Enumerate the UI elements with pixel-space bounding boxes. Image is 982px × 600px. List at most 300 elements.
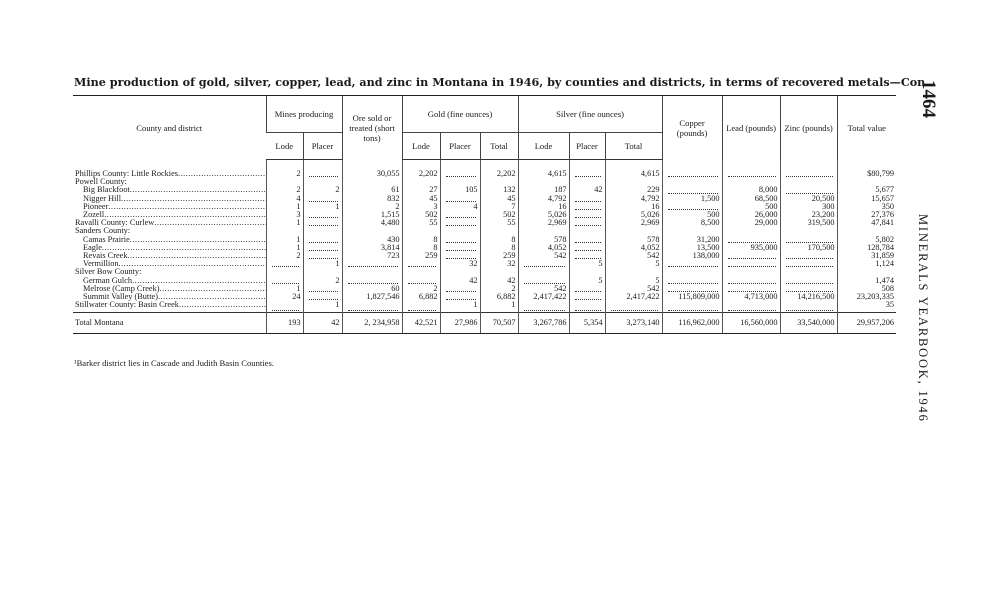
gold-lode-cell	[402, 227, 440, 235]
zinc-cell	[780, 260, 837, 268]
silver-lode-cell	[518, 301, 569, 313]
total-value-cell: 128,784	[837, 244, 896, 252]
ore-cell	[342, 260, 402, 268]
ore-cell	[342, 277, 402, 285]
copper-cell	[662, 260, 722, 268]
zinc-cell: 14,216,500	[780, 293, 837, 301]
mines-lode-cell	[266, 268, 303, 276]
leader-dots	[132, 277, 266, 285]
table-header	[73, 96, 896, 160]
row-label-text: Ravalli County: Curlew	[75, 219, 155, 228]
zinc-cell	[780, 227, 837, 235]
production-table	[73, 95, 896, 334]
silver-lode-cell	[518, 178, 569, 186]
mines-lode-cell: 1	[266, 203, 303, 211]
mines-lode-cell	[266, 178, 303, 186]
total-value-cell: 1,474	[837, 277, 896, 285]
zinc-cell	[780, 277, 837, 285]
leader-dots	[108, 203, 266, 211]
gold-total-cell	[480, 178, 518, 186]
mines-lode-cell: 24	[266, 293, 303, 301]
mines-lode-cell	[266, 277, 303, 285]
zinc-cell: 170,500	[780, 244, 837, 252]
row-label-text: Powell County:	[75, 178, 127, 187]
gold-lode-cell: 8	[402, 236, 440, 244]
silver-placer-cell	[569, 203, 605, 211]
silver-lode-cell: 4,792	[518, 195, 569, 203]
row-label-text: Phillips County: Little Rockies	[75, 170, 179, 178]
silver-placer-cell: 42	[569, 186, 605, 194]
mines-placer-header: Placer	[303, 133, 342, 160]
mines-placer-cell: 2	[303, 186, 342, 194]
mines-lode-cell: 1	[266, 236, 303, 244]
silver-placer-cell: 5	[569, 277, 605, 285]
total-value-header: Total value	[837, 96, 896, 160]
row-label	[73, 252, 266, 260]
row-label	[73, 260, 266, 268]
ore-cell: 832	[342, 195, 402, 203]
lead-cell	[722, 260, 780, 268]
gold-lode-cell	[402, 277, 440, 285]
silver-lode-cell	[518, 268, 569, 276]
lead-cell	[722, 227, 780, 235]
mines-lode-header: Lode	[266, 133, 303, 160]
lead-cell: 68,500	[722, 195, 780, 203]
mines-lode-cell	[266, 260, 303, 268]
row-label-text: Stillwater County: Basin Creek	[75, 301, 179, 310]
silver-total-cell: 4,052	[605, 244, 662, 252]
mines-placer-cell: 42	[303, 313, 342, 334]
gold-total-cell: 8	[480, 244, 518, 252]
zinc-cell: 319,500	[780, 219, 837, 227]
gold-total-cell: 2	[480, 285, 518, 293]
silver-placer-cell	[569, 170, 605, 178]
lead-cell: 935,000	[722, 244, 780, 252]
lead-cell: 8,000	[722, 186, 780, 194]
total-value-cell: 35	[837, 301, 896, 313]
mines-lode-cell	[266, 301, 303, 313]
gold-placer-cell	[440, 219, 480, 227]
table-row	[73, 195, 896, 203]
row-label	[73, 268, 266, 276]
total-value-cell	[837, 227, 896, 235]
total-value-cell: 23,203,335	[837, 293, 896, 301]
row-label	[73, 203, 266, 211]
lead-cell	[722, 170, 780, 178]
gold-total-cell: 45	[480, 195, 518, 203]
copper-cell: 8,500	[662, 219, 722, 227]
ore-cell: 2, 234,958	[342, 313, 402, 334]
copper-cell	[662, 277, 722, 285]
zinc-cell	[780, 285, 837, 293]
silver-placer-cell	[569, 178, 605, 186]
lead-header: Lead (pounds)	[722, 96, 780, 160]
silver-lode-cell: 4,052	[518, 244, 569, 252]
leader-dots	[119, 260, 267, 268]
mines-placer-cell	[303, 195, 342, 203]
mines-placer-cell	[303, 219, 342, 227]
gold-placer-cell: 42	[440, 277, 480, 285]
total-value-cell: 29,957,206	[837, 313, 896, 334]
row-label	[73, 219, 266, 227]
ore-cell: 3,814	[342, 244, 402, 252]
silver-lode-cell	[518, 260, 569, 268]
total-value-cell: $80,799	[837, 170, 896, 178]
gold-lode-cell: 259	[402, 252, 440, 260]
silver-lode-cell	[518, 227, 569, 235]
copper-cell	[662, 203, 722, 211]
gold-total-cell: 7	[480, 203, 518, 211]
total-value-cell: 1,124	[837, 260, 896, 268]
row-label	[73, 186, 266, 194]
copper-cell	[662, 186, 722, 194]
copper-cell: 138,000	[662, 252, 722, 260]
row-label	[73, 170, 266, 178]
leader-dots	[127, 252, 266, 260]
mines-placer-cell	[303, 178, 342, 186]
copper-cell: 13,500	[662, 244, 722, 252]
silver-placer-cell: 5	[569, 260, 605, 268]
row-label	[73, 301, 266, 313]
silver-total-cell: 578	[605, 236, 662, 244]
mines-lode-cell: 2	[266, 170, 303, 178]
zinc-cell: 20,500	[780, 195, 837, 203]
mines-producing-header: Mines producing	[266, 96, 342, 133]
leader-dots	[154, 219, 266, 227]
zinc-cell: 33,540,000	[780, 313, 837, 334]
total-value-cell: 350	[837, 203, 896, 211]
row-label-text: Nigger Hill	[83, 194, 122, 203]
lead-cell	[722, 178, 780, 186]
mines-placer-cell	[303, 244, 342, 252]
row-label	[73, 227, 266, 235]
copper-cell	[662, 268, 722, 276]
copper-cell: 1,500	[662, 195, 722, 203]
gold-placer-cell	[440, 252, 480, 260]
gold-placer-cell	[440, 285, 480, 293]
zinc-cell	[780, 236, 837, 244]
gold-total-cell: 259	[480, 252, 518, 260]
total-value-cell: 5,802	[837, 236, 896, 244]
silver-total-cell: 4,792	[605, 195, 662, 203]
zinc-cell	[780, 252, 837, 260]
row-label-text: Camas Prairie	[83, 235, 130, 244]
gold-lode-cell	[402, 301, 440, 313]
ore-cell: 60	[342, 285, 402, 293]
ore-cell: 61	[342, 186, 402, 194]
lead-cell: 4,713,000	[722, 293, 780, 301]
gold-lode-cell: 45	[402, 195, 440, 203]
lead-cell	[722, 285, 780, 293]
table-row	[73, 285, 896, 293]
row-label	[73, 236, 266, 244]
gold-total-cell: 8	[480, 236, 518, 244]
gold-lode-cell: 6,882	[402, 293, 440, 301]
gold-total-cell: 2,202	[480, 170, 518, 178]
row-label-text: Summit Valley (Butte)	[83, 293, 158, 302]
silver-total-cell: 542	[605, 285, 662, 293]
mines-placer-cell	[303, 227, 342, 235]
row-label	[73, 211, 266, 219]
silver-total-cell: 2,969	[605, 219, 662, 227]
table-row	[73, 178, 896, 186]
table-row	[73, 244, 896, 252]
silver-total-cell: 5,026	[605, 211, 662, 219]
lead-cell: 29,000	[722, 219, 780, 227]
gold-placer-cell	[440, 244, 480, 252]
silver-lode-cell: 578	[518, 236, 569, 244]
leader-dots	[102, 244, 266, 252]
mines-lode-cell: 4	[266, 195, 303, 203]
zinc-cell	[780, 170, 837, 178]
lead-cell	[722, 301, 780, 313]
gold-lode-cell: 8	[402, 244, 440, 252]
mines-lode-cell: 1	[266, 244, 303, 252]
silver-placer-cell	[569, 285, 605, 293]
mines-lode-cell: 3	[266, 211, 303, 219]
silver-total-cell	[605, 268, 662, 276]
total-value-cell: 15,657	[837, 195, 896, 203]
silver-total-cell: 16	[605, 203, 662, 211]
ore-cell: 430	[342, 236, 402, 244]
gold-lode-cell	[402, 178, 440, 186]
table-row	[73, 277, 896, 285]
ore-cell	[342, 268, 402, 276]
silver-lode-cell: 5,026	[518, 211, 569, 219]
table-row	[73, 186, 896, 194]
copper-cell	[662, 227, 722, 235]
row-label	[73, 293, 266, 301]
total-value-cell: 5,677	[837, 186, 896, 194]
silver-placer-cell	[569, 244, 605, 252]
row-label-text: Total Montana	[75, 318, 124, 328]
gold-placer-cell	[440, 268, 480, 276]
silver-placer-cell	[569, 301, 605, 313]
row-label-text: Silver Bow County:	[75, 268, 142, 277]
silver-lode-cell: 187	[518, 186, 569, 194]
ore-cell: 1,827,546	[342, 293, 402, 301]
mines-placer-cell: 2	[303, 277, 342, 285]
silver-lode-cell: 4,615	[518, 170, 569, 178]
table-row	[73, 219, 896, 227]
ore-cell: 4,480	[342, 219, 402, 227]
gold-total-cell: 70,507	[480, 313, 518, 334]
copper-cell	[662, 178, 722, 186]
mines-lode-cell: 2	[266, 186, 303, 194]
gold-lode-cell	[402, 260, 440, 268]
mines-placer-cell	[303, 236, 342, 244]
table-row	[73, 236, 896, 244]
mines-placer-cell	[303, 285, 342, 293]
copper-cell	[662, 301, 722, 313]
zinc-cell	[780, 268, 837, 276]
ore-cell: 1,515	[342, 211, 402, 219]
zinc-cell	[780, 301, 837, 313]
mines-lode-cell: 1	[266, 285, 303, 293]
gold-lode-cell: 3	[402, 203, 440, 211]
row-label-text: Vermillion	[83, 260, 119, 269]
total-value-cell: 47,841	[837, 219, 896, 227]
gold-placer-cell: 105	[440, 186, 480, 194]
ore-header: Ore sold or treated (short tons)	[342, 96, 402, 160]
silver-total-cell: 2,417,422	[605, 293, 662, 301]
silver-placer-cell	[569, 195, 605, 203]
gold-placer-cell	[440, 236, 480, 244]
lead-cell	[722, 268, 780, 276]
silver-lode-cell: 542	[518, 252, 569, 260]
gold-lode-cell: 42,521	[402, 313, 440, 334]
mines-placer-cell: 1	[303, 260, 342, 268]
zinc-cell	[780, 186, 837, 194]
silver-total-cell	[605, 178, 662, 186]
silver-total-cell	[605, 227, 662, 235]
row-label-text: Eagle	[83, 243, 102, 252]
ore-cell	[342, 227, 402, 235]
gold-total-cell: 1	[480, 301, 518, 313]
gold-lode-cell: 2	[402, 285, 440, 293]
silver-placer-cell	[569, 211, 605, 219]
mines-placer-cell: 1	[303, 203, 342, 211]
leader-dots	[179, 301, 266, 309]
mines-placer-cell	[303, 268, 342, 276]
gold-header: Gold (fine ounces)	[402, 96, 518, 133]
gold-lode-cell: 27	[402, 186, 440, 194]
running-head: MINERALS YEARBOOK, 1946	[916, 214, 930, 423]
lead-cell	[722, 252, 780, 260]
lead-cell: 26,000	[722, 211, 780, 219]
leader-dots	[104, 211, 266, 219]
row-label-text: Revais Creek	[83, 252, 128, 261]
ore-cell: 30,055	[342, 170, 402, 178]
lead-cell	[722, 277, 780, 285]
mines-placer-cell	[303, 293, 342, 301]
silver-total-cell: 542	[605, 252, 662, 260]
mines-placer-cell	[303, 211, 342, 219]
row-label-text: Melrose (Camp Creek)	[83, 284, 160, 293]
lead-cell	[722, 236, 780, 244]
total-value-cell: 31,859	[837, 252, 896, 260]
gold-placer-cell	[440, 293, 480, 301]
gold-lode-cell: 502	[402, 211, 440, 219]
silver-lode-cell	[518, 277, 569, 285]
row-label	[73, 244, 266, 252]
leader-dots	[160, 285, 267, 293]
silver-placer-cell	[569, 236, 605, 244]
table-row	[73, 260, 896, 268]
copper-cell: 115,809,000	[662, 293, 722, 301]
silver-total-cell: 229	[605, 186, 662, 194]
table-row	[73, 301, 896, 313]
row-label-text: Pioneer	[83, 202, 109, 211]
mines-lode-cell: 2	[266, 252, 303, 260]
silver-placer-cell	[569, 268, 605, 276]
row-label-text: Big Blackfoot	[83, 186, 130, 195]
gold-placer-cell	[440, 178, 480, 186]
row-label-text: Sanders County:	[75, 227, 131, 236]
gold-total-header: Total	[480, 133, 518, 160]
lead-cell: 16,560,000	[722, 313, 780, 334]
ore-cell	[342, 178, 402, 186]
silver-placer-cell	[569, 227, 605, 235]
gold-total-cell	[480, 268, 518, 276]
copper-cell: 116,962,000	[662, 313, 722, 334]
gold-placer-cell: 32	[440, 260, 480, 268]
silver-lode-cell: 3,267,786	[518, 313, 569, 334]
leader-dots	[130, 236, 266, 244]
lead-cell: 500	[722, 203, 780, 211]
silver-lode-cell: 542	[518, 285, 569, 293]
row-label	[73, 285, 266, 293]
row-label-text: German Gulch	[83, 276, 133, 285]
copper-cell: 500	[662, 211, 722, 219]
leader-dots	[130, 186, 266, 194]
ore-cell	[342, 301, 402, 313]
table-body	[73, 160, 896, 334]
total-value-cell: 27,376	[837, 211, 896, 219]
mines-placer-cell: 1	[303, 301, 342, 313]
gold-placer-cell	[440, 227, 480, 235]
leader-dots	[158, 293, 266, 301]
copper-cell: 31,200	[662, 236, 722, 244]
page-number: 1464	[918, 80, 939, 118]
silver-header: Silver (fine ounces)	[518, 96, 662, 133]
zinc-cell: 300	[780, 203, 837, 211]
silver-total-cell	[605, 301, 662, 313]
table-row	[73, 268, 896, 276]
mines-lode-cell: 1	[266, 219, 303, 227]
mines-placer-cell	[303, 252, 342, 260]
mines-lode-cell	[266, 227, 303, 235]
silver-total-cell: 4,615	[605, 170, 662, 178]
gold-placer-cell	[440, 211, 480, 219]
zinc-cell	[780, 178, 837, 186]
gold-total-cell	[480, 227, 518, 235]
ore-cell: 723	[342, 252, 402, 260]
table-row	[73, 227, 896, 235]
gold-lode-cell: 55	[402, 219, 440, 227]
silver-total-cell: 3,273,140	[605, 313, 662, 334]
gold-lode-cell: 2,202	[402, 170, 440, 178]
zinc-header: Zinc (pounds)	[780, 96, 837, 160]
row-label	[73, 313, 266, 334]
ore-cell: 2	[342, 203, 402, 211]
table-row	[73, 211, 896, 219]
row-label	[73, 195, 266, 203]
silver-placer-cell	[569, 252, 605, 260]
gold-total-cell: 42	[480, 277, 518, 285]
table-title: Mine production of gold, silver, copper, lead, and zinc in Montana in 1946, by counties and districts, in terms of recovered metals—Con.	[74, 75, 930, 89]
zinc-cell: 23,200	[780, 211, 837, 219]
table-row	[73, 170, 896, 178]
silver-placer-cell: 5,354	[569, 313, 605, 334]
row-label	[73, 178, 266, 186]
silver-total-cell: 5	[605, 277, 662, 285]
gold-total-cell: 132	[480, 186, 518, 194]
mines-placer-cell	[303, 170, 342, 178]
silver-placer-cell	[569, 219, 605, 227]
gold-total-cell: 502	[480, 211, 518, 219]
gold-placer-header: Placer	[440, 133, 480, 160]
silver-total-cell: 5	[605, 260, 662, 268]
total-row	[73, 313, 896, 334]
county-district-header: County and district	[73, 96, 266, 160]
silver-placer-cell	[569, 293, 605, 301]
table-row	[73, 203, 896, 211]
table-row	[73, 252, 896, 260]
gold-placer-cell: 1	[440, 301, 480, 313]
mines-lode-cell: 193	[266, 313, 303, 334]
gold-placer-cell	[440, 170, 480, 178]
